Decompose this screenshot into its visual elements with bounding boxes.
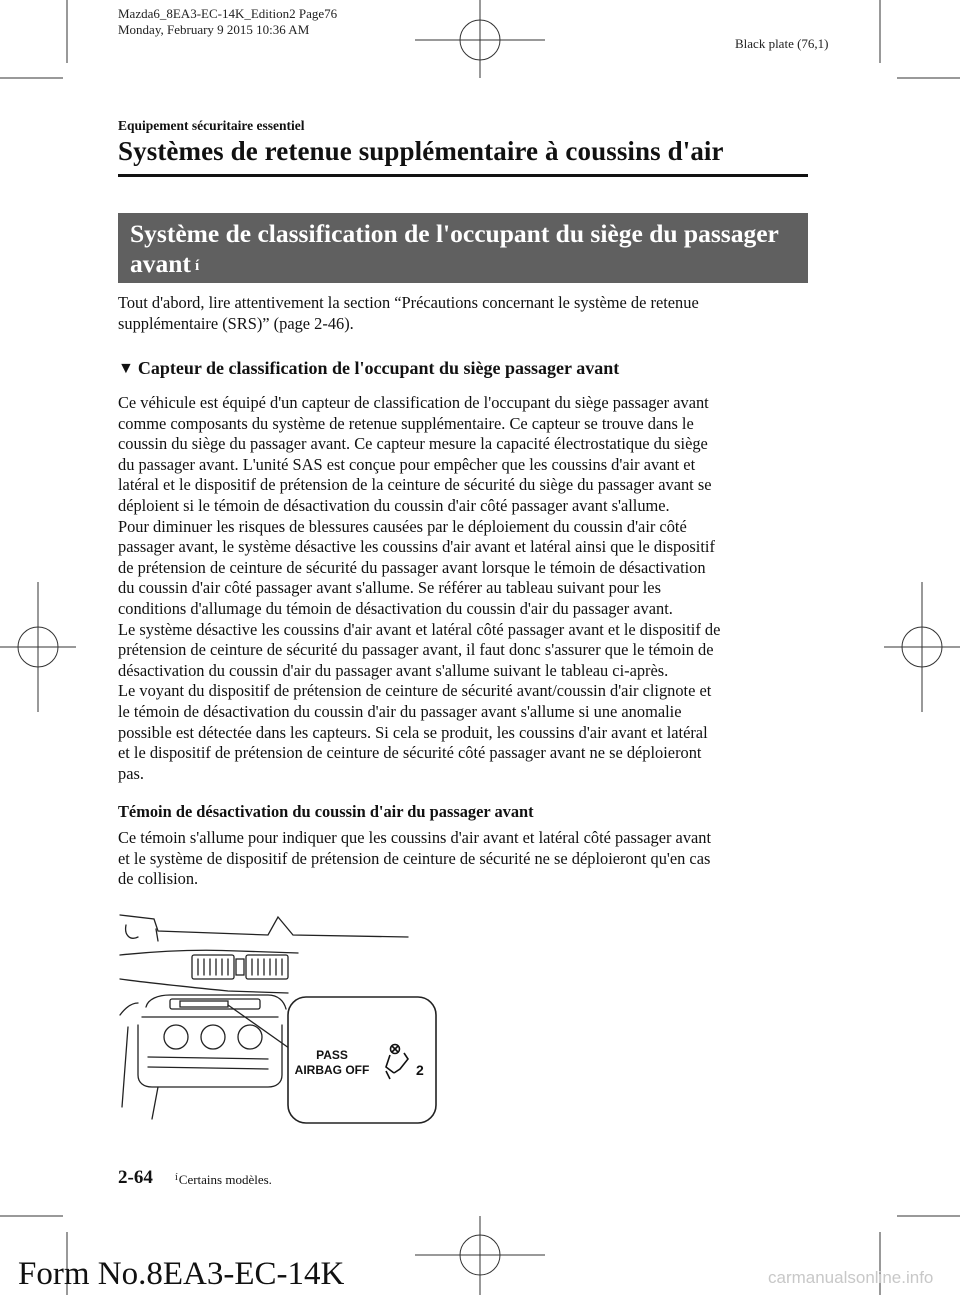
registration-target-bottom xyxy=(415,1216,545,1295)
registration-target-right xyxy=(884,582,960,712)
body-paragraph: Ce véhicule est équipé d'un capteur de classification de l'occupant du siège passager avant comme composants du système de retenue supplémentaire. Ce capteur se trouve dans le coussin du siège du passager avant. Ce capteur mesure la capacité électrostatique du siège du passager avant. L'unité SAS est conçue pour empêcher que les coussins d'air avant et latéral et le dispositif de prétension de la ceinture de sécurité du siège du passager avant se déploient si le témoin de désactivation du coussin d'air côté passager avant s'allume. Pour diminuer les risques de blessures causées par le déploiement du coussin d'air côté passager avant, le système désactive les coussins d'air avant et latéral ainsi que le dispositif de prétension de ceinture de sécurité du passager avant lorsque le témoin de désactivation du coussin d'air côté passager avant s'allume. Se référer au tableau suivant pour les conditions d'allumage du témoin de désactivation du coussin d'air du passager avant. Le système désactive les coussins d'air avant et latéral côté passager avant et le dispositif de prétension de ceinture de sécurité du passager avant, il faut donc s'assurer que le témoin de désactivation du coussin d'air du passager avant s'allume suivant le tableau ci-après. Le voyant du dispositif de prétension de ceinture de sécurité avant/coussin d'air clignote et le témoin de désactivation du coussin d'air du passager avant s'allume si une anomalie possible est détectée dans les capteurs. Si cela se produit, les coussins d'air avant et latéral et le dispositif de prétension de ceinture de sécurité côté passager avant ne se déploieront pas. xyxy=(118,393,721,783)
leader-line xyxy=(228,1005,296,1053)
banner-title-line1: Système de classification de l'occupant du siège du passager xyxy=(130,219,779,248)
banner-title-line2: avant xyxy=(130,249,191,278)
console-body xyxy=(138,1025,282,1087)
subsection-title: Capteur de classification de l'occupant du siège passager avant xyxy=(137,358,620,378)
footer-note xyxy=(175,1172,272,1188)
callout-box xyxy=(288,997,436,1123)
section-kicker: Equipement sécuritaire essentiel xyxy=(118,118,305,133)
footer-note-text: Certains modèles. xyxy=(178,1172,272,1187)
registration-target-top xyxy=(415,0,545,78)
model-star-icon: í xyxy=(175,1172,178,1183)
dashboard-illustration xyxy=(118,907,438,1127)
subsection-heading xyxy=(118,358,619,379)
form-number: Form No.8EA3-EC-14K xyxy=(18,1256,345,1292)
plate-label: Black plate (76,1) xyxy=(735,36,829,51)
pass-label: PASS xyxy=(316,1048,348,1062)
triangle-marker-icon: ▼ xyxy=(118,360,134,377)
indicator-paragraph: Ce témoin s'allume pour indiquer que les coussins d'air avant et latéral côté passager avant et le système de dispositif de prétension de ceinture de sécurité ne se déploieront qu'en cas de collision. xyxy=(118,828,712,889)
indicator-heading: Témoin de désactivation du coussin d'air du passager avant xyxy=(118,802,534,821)
section-banner xyxy=(118,213,808,283)
knob-center xyxy=(201,1025,225,1049)
page-number: 2-64 xyxy=(118,1167,153,1188)
intro-paragraph: Tout d'abord, lire attentivement la section “Précautions concernant le système de retenue supplémentaire (SRS)” (page 2-46). xyxy=(118,293,699,333)
knob-right xyxy=(238,1025,262,1049)
model-star-icon: í xyxy=(194,258,200,274)
chapter-rule xyxy=(118,174,808,177)
knob-left xyxy=(164,1025,188,1049)
chapter-title: Systèmes de retenue supplémentaire à coussins d'air xyxy=(118,136,724,166)
dash-top-line xyxy=(120,915,408,937)
airbag-off-label: AIRBAG OFF xyxy=(294,1063,370,1077)
registration-target-left xyxy=(0,582,76,712)
watermark: carmanualsonline.info xyxy=(768,1268,934,1287)
print-date-line: Monday, February 9 2015 10:36 AM xyxy=(118,22,310,37)
icon-number: 2 xyxy=(416,1062,424,1078)
print-file-line: Mazda6_8EA3-EC-14K_Edition2 Page76 xyxy=(118,6,338,21)
